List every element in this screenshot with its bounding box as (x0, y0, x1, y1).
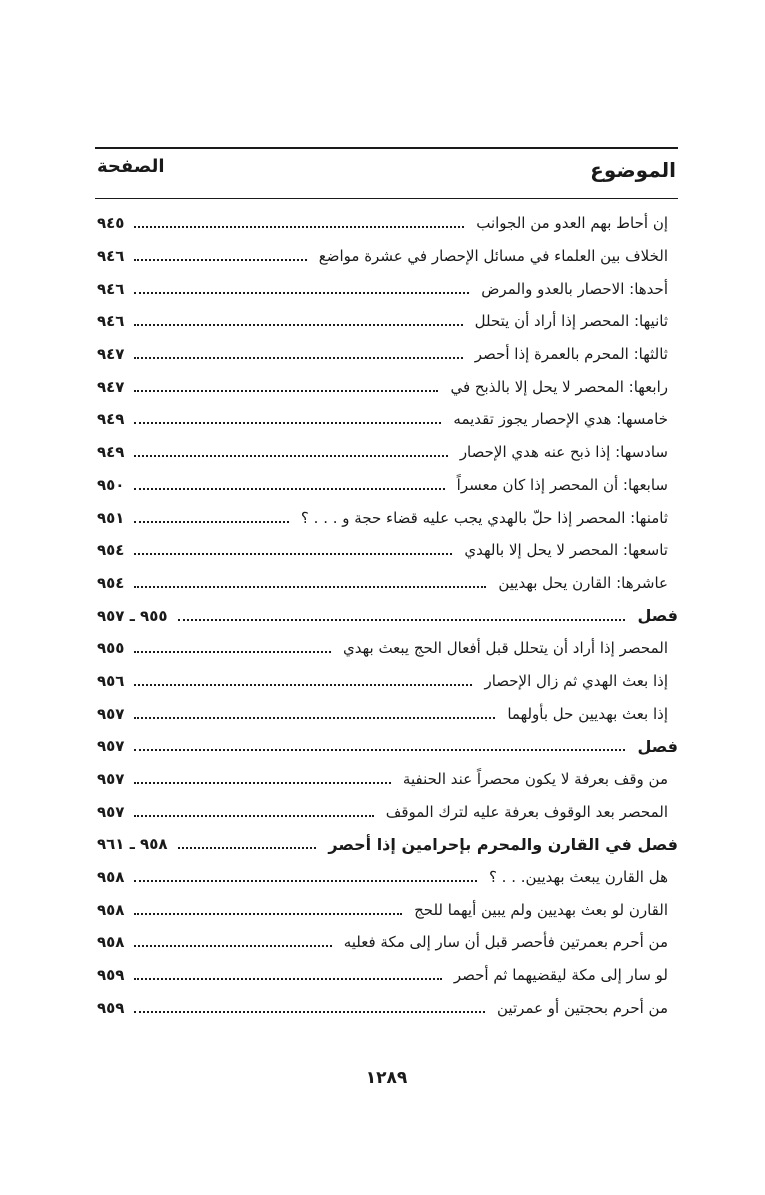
dot-leader (134, 292, 469, 294)
entry-page-number: ٩٥٨ (97, 933, 125, 952)
entry-title: إذا بعث الهدي ثم زال الإحصار (484, 671, 668, 690)
index-entry (95, 665, 678, 698)
entry-page-number: ٩٥٠ (97, 475, 125, 494)
dot-leader (178, 619, 626, 621)
entry-title: ثامنها: المحصر إذا حلّ بالهدي يجب عليه قضاء حجة و . . . ؟ (300, 508, 668, 527)
dot-leader (134, 455, 447, 457)
entry-page-number: ٩٥٧ (97, 770, 125, 789)
index-entry (95, 207, 678, 240)
dot-leader (178, 847, 317, 849)
index-entry (95, 567, 678, 600)
entry-page-number: ٩٥٦ (97, 671, 125, 690)
dot-leader (134, 226, 464, 228)
table-header (95, 150, 678, 194)
entry-page-number: ٩٥٧ (97, 802, 125, 821)
entry-page-number: ٩٤٧ (97, 377, 125, 396)
entry-page-number: ٩٤٩ (97, 443, 125, 462)
section-heading-entry (95, 828, 678, 861)
dot-leader (134, 553, 452, 555)
entry-title: فصل في القارن والمحرم بإحرامين إذا أحصر (328, 834, 678, 854)
header-rule (95, 198, 678, 199)
index-entry (95, 338, 678, 371)
index-entry (95, 926, 678, 959)
page-number: ١٢٨٩ (365, 1068, 408, 1088)
dot-leader (134, 782, 390, 784)
dot-leader (134, 815, 373, 817)
entry-page-number: ٩٥١ (97, 508, 125, 527)
dot-leader (134, 259, 306, 261)
dot-leader (134, 324, 462, 326)
entry-title: ثانيها: المحصر إذا أراد أن يتحلل (474, 312, 668, 331)
dot-leader (134, 586, 486, 588)
entry-page-number: ٩٥٧ (97, 737, 125, 756)
entry-title: القارن لو بعث بهديين ولم يبين أيهما للحج (414, 900, 668, 919)
dot-leader (134, 521, 288, 523)
entry-title: من أحرم بعمرتين فأحصر قبل أن سار إلى مكة فعليه (343, 933, 668, 952)
dot-leader (134, 488, 444, 490)
entry-title: من وقف بعرفة لا يكون محصراً عند الحنفية (402, 770, 668, 789)
dot-leader (134, 1011, 485, 1013)
entry-title: فصل (637, 606, 678, 626)
index-entry (95, 272, 678, 305)
index-entry (95, 992, 678, 1025)
index-entry (95, 959, 678, 992)
dot-leader (134, 422, 441, 424)
entry-title: من أحرم بحجتين أو عمرتين (497, 998, 668, 1017)
page-column-heading: الصفحة (97, 156, 165, 177)
entry-page-number: ٩٤٦ (97, 312, 125, 331)
dot-leader (134, 749, 625, 751)
entry-title: هل القارن يبعث بهديين. . . ؟ (488, 868, 668, 887)
top-rule (95, 147, 678, 149)
entry-title: لو سار إلى مكة ليقضيهما ثم أحصر (453, 966, 668, 985)
entry-page-number: ٩٤٦ (97, 247, 125, 266)
entry-page-number: ٩٥٤ (97, 573, 125, 592)
entry-title: تاسعها: المحصر لا يحل إلا بالهدي (464, 541, 668, 560)
entry-page-number: ٩٥٧ (97, 704, 125, 723)
entry-page-number: ٩٥٥ (97, 639, 125, 658)
entry-page-number: ٩٥٨ (97, 900, 125, 919)
dot-leader (134, 978, 441, 980)
index-entry (95, 795, 678, 828)
entry-title: سابعها: أن المحصر إذا كان معسراً (456, 475, 668, 494)
entry-title: خامسها: هدي الإحصار يجوز تقديمه (453, 410, 668, 429)
dot-leader (134, 913, 402, 915)
dot-leader (134, 390, 438, 392)
entry-page-number: ٩٥٥ ـ ٩٥٧ (97, 606, 168, 625)
dot-leader (134, 651, 331, 653)
entry-page-number: ٩٥٨ (97, 868, 125, 887)
index-entry (95, 893, 678, 926)
entry-title: إذا بعث بهديين حل بأولهما (507, 704, 668, 723)
dot-leader (134, 945, 331, 947)
entry-title: سادسها: إذا ذبح عنه هدي الإحصار (459, 443, 668, 462)
index-entry (95, 763, 678, 796)
entry-title: المحصر بعد الوقوف بعرفة عليه لترك الموقف (385, 802, 668, 821)
entry-title: ثالثها: المحرم بالعمرة إذا أحصر (474, 345, 668, 364)
index-entry (95, 469, 678, 502)
entry-title: رابعها: المحصر لا يحل إلا بالذبح في (450, 377, 668, 396)
entry-page-number: ٩٥٩ (97, 966, 125, 985)
index-entry (95, 305, 678, 338)
index-entry (95, 240, 678, 273)
dot-leader (134, 880, 476, 882)
topic-column-heading: الموضوع (590, 158, 676, 182)
entry-page-number: ٩٤٧ (97, 345, 125, 364)
index-entry (95, 436, 678, 469)
entry-page-number: ٩٥٤ (97, 541, 125, 560)
index-entries (95, 207, 678, 1024)
dot-leader (134, 357, 462, 359)
entry-page-number: ٩٤٩ (97, 410, 125, 429)
dot-leader (134, 684, 472, 686)
index-entry (95, 501, 678, 534)
entry-title: فصل (637, 736, 678, 756)
entry-page-number: ٩٥٨ ـ ٩٦١ (97, 835, 168, 854)
index-entry (95, 534, 678, 567)
section-heading-entry (95, 599, 678, 632)
entry-page-number: ٩٤٥ (97, 214, 125, 233)
index-entry (95, 632, 678, 665)
index-page (95, 0, 680, 1195)
entry-title: إن أحاط بهم العدو من الجوانب (476, 214, 668, 233)
entry-title: أحدها: الاحصار بالعدو والمرض (481, 279, 668, 298)
dot-leader (134, 717, 495, 719)
entry-page-number: ٩٥٩ (97, 998, 125, 1017)
entry-title: الخلاف بين العلماء في مسائل الإحصار في عشرة مواضع (318, 247, 668, 266)
entry-title: عاشرها: القارن يحل بهديين (498, 573, 668, 592)
index-entry (95, 403, 678, 436)
index-entry (95, 861, 678, 894)
entry-title: المحصر إذا أراد أن يتحلل قبل أفعال الحج يبعث بهدي (342, 639, 668, 658)
entry-page-number: ٩٤٦ (97, 279, 125, 298)
index-entry (95, 370, 678, 403)
section-heading-entry (95, 730, 678, 763)
index-entry (95, 697, 678, 730)
